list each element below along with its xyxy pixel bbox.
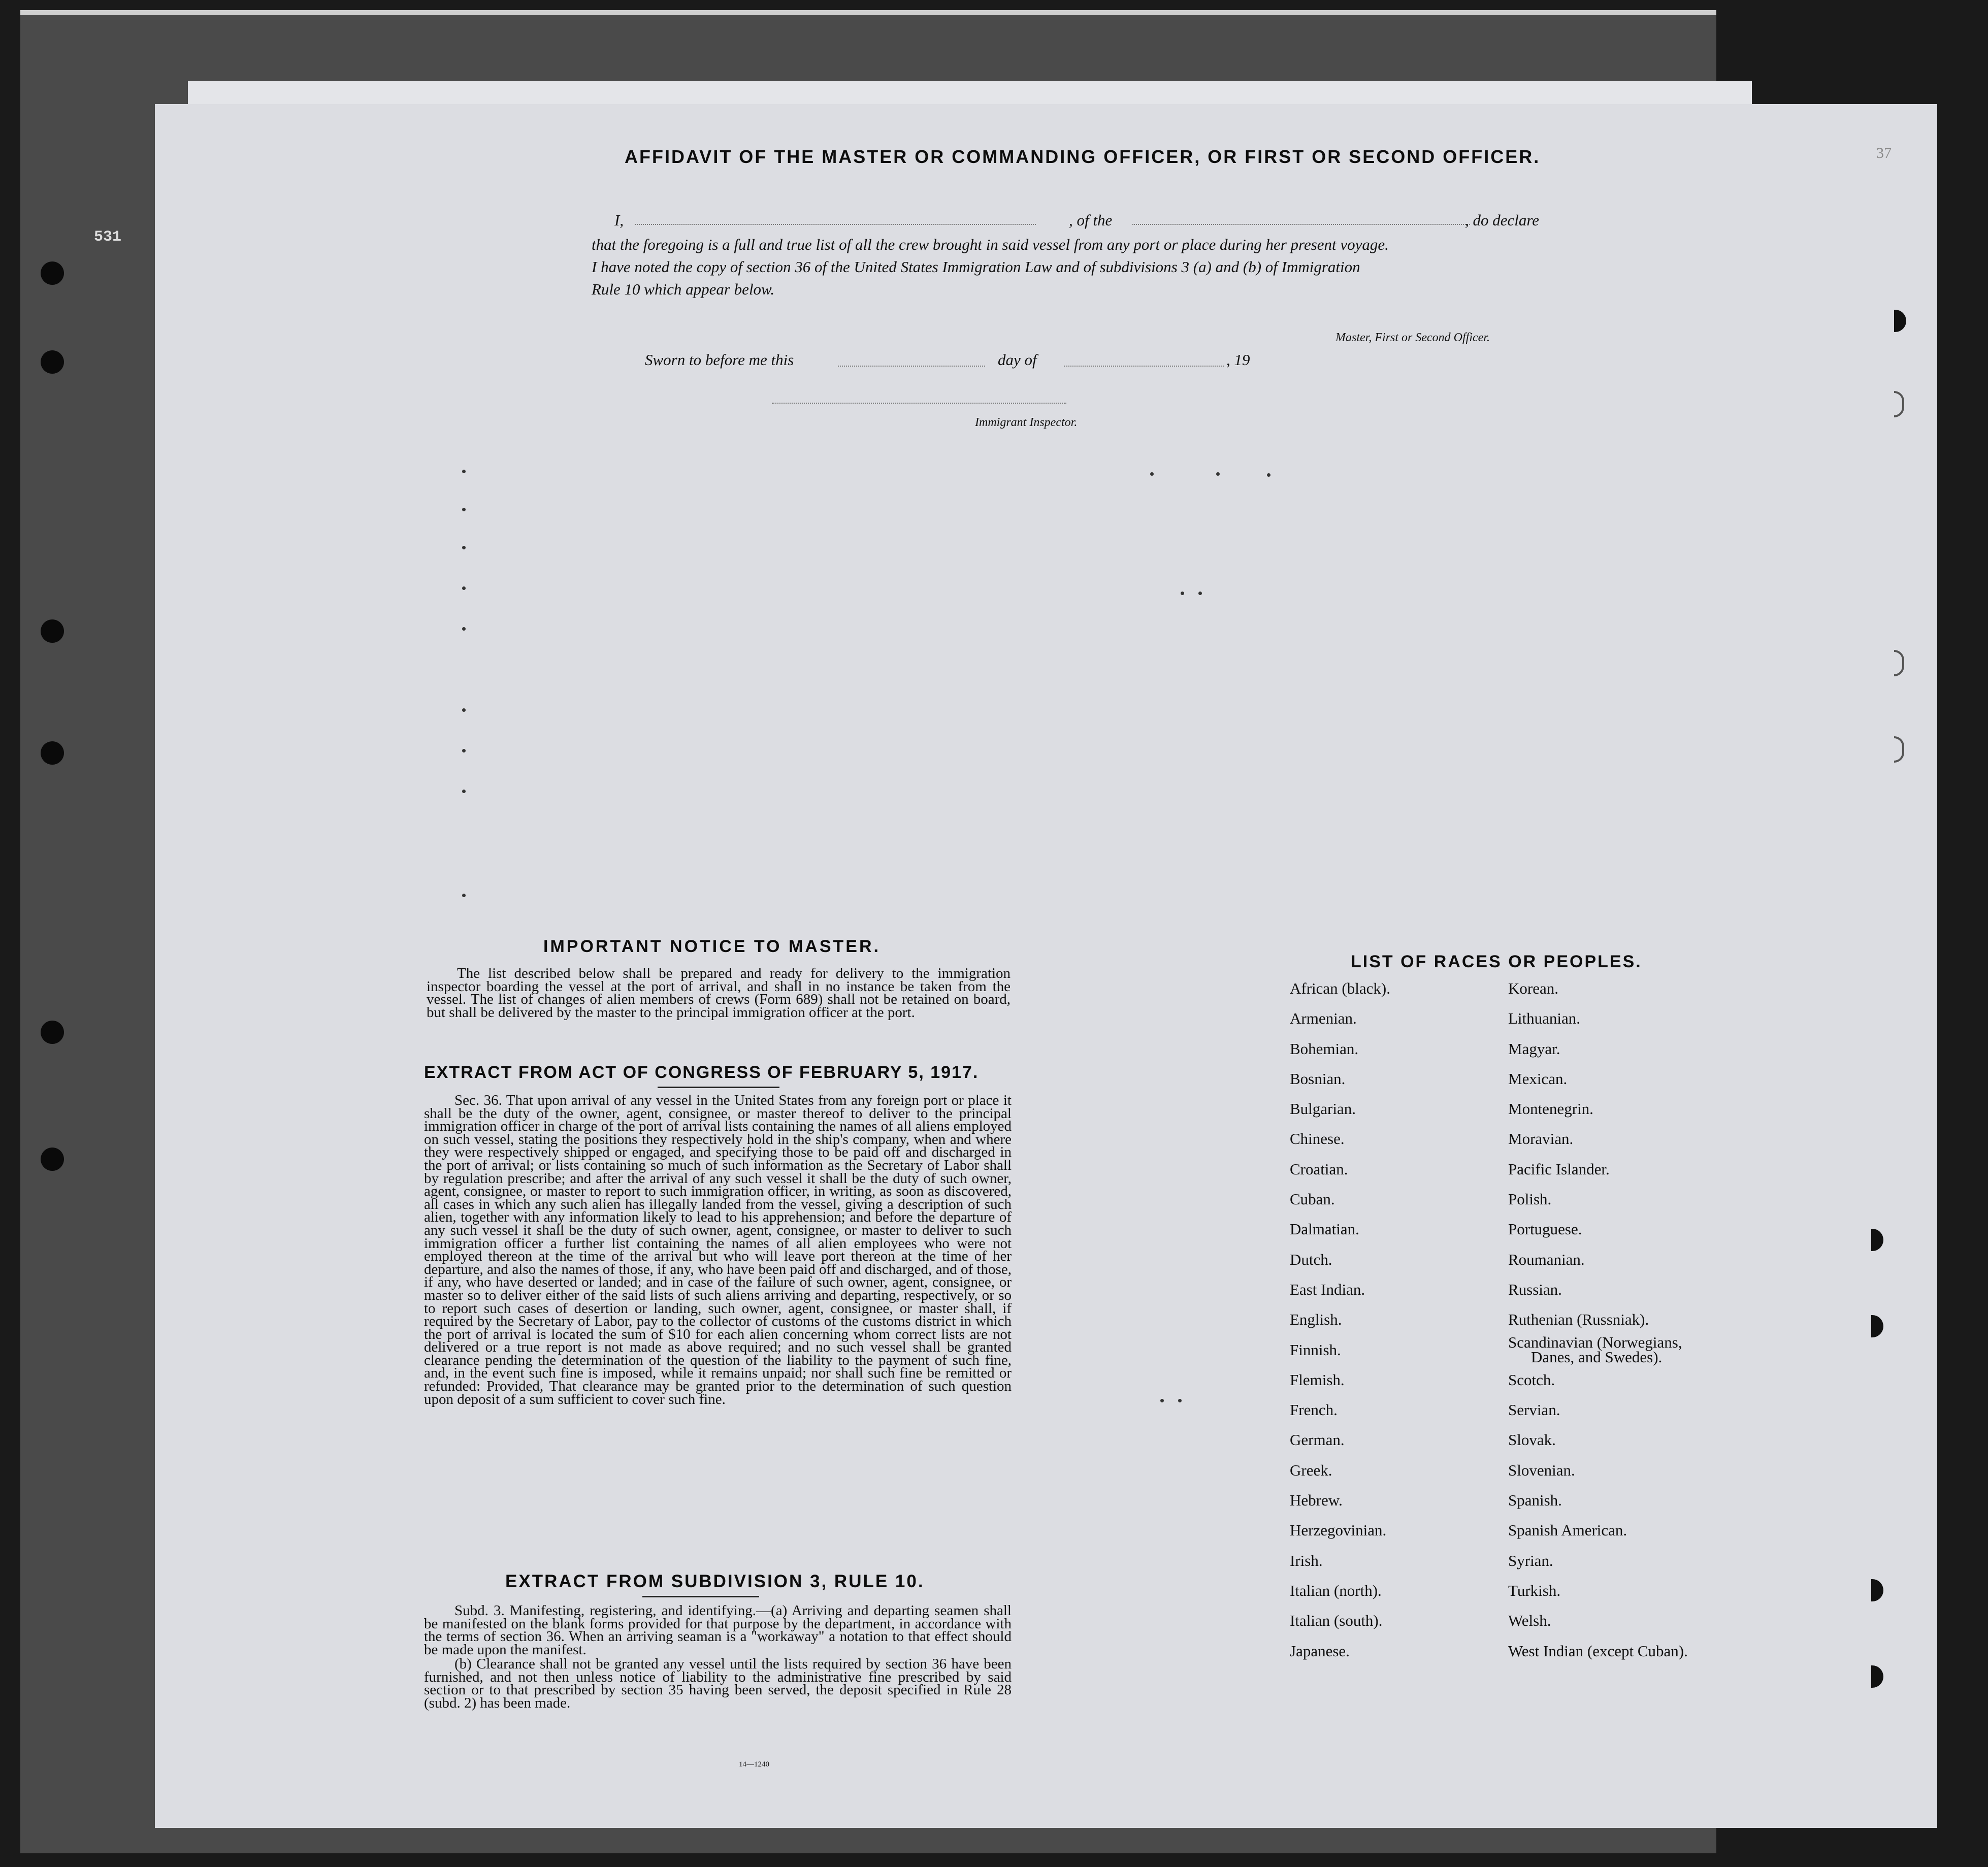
notice-title: IMPORTANT NOTICE TO MASTER.	[543, 937, 881, 956]
vessel-blank	[1132, 224, 1470, 225]
races-right-column	[1508, 973, 1688, 1666]
race-item: Russian.	[1508, 1280, 1562, 1298]
race-item: Danes, and Swedes).	[1531, 1348, 1663, 1366]
race-item: Spanish.	[1508, 1491, 1562, 1510]
race-item: Bosnian.	[1290, 1069, 1346, 1088]
speck	[1150, 472, 1154, 476]
edge-hole	[1894, 310, 1906, 332]
edge-hole	[1871, 1665, 1883, 1688]
race-item: Slovak.	[1508, 1431, 1556, 1449]
race-item: Dutch.	[1290, 1250, 1332, 1268]
race-item-scandinavian	[1508, 1335, 1688, 1365]
race-item: Flemish.	[1290, 1370, 1345, 1389]
race-item: Cuban.	[1290, 1190, 1335, 1208]
master-signature-caption: Master, First or Second Officer.	[1335, 331, 1490, 344]
race-item: East Indian.	[1290, 1280, 1365, 1298]
race-item: Irish.	[1290, 1551, 1323, 1569]
race-item: Scotch.	[1508, 1370, 1555, 1389]
form-page	[155, 104, 1937, 1828]
day-of-label: day of	[998, 351, 1037, 369]
speck	[462, 708, 466, 712]
race-item: Bohemian.	[1290, 1039, 1359, 1058]
affidavit-line: I have noted the copy of section 36 of the United States Immigration Law and of subdivisions 3 (a) and (b) of Immigration	[592, 258, 1360, 276]
do-declare-label: , do declare	[1465, 211, 1540, 229]
edge-hole	[1871, 1229, 1883, 1251]
race-item: Magyar.	[1508, 1039, 1560, 1058]
race-item: Turkish.	[1508, 1581, 1561, 1599]
binder-hole	[41, 350, 64, 374]
race-item: Hebrew.	[1290, 1491, 1343, 1510]
race-item: Korean.	[1508, 979, 1558, 997]
race-item: French.	[1290, 1401, 1338, 1419]
binder-hole	[41, 741, 64, 765]
name-blank	[635, 224, 1036, 225]
edge-hole	[1871, 1315, 1883, 1337]
affidavit-i-label: I,	[614, 211, 624, 229]
speck	[1216, 472, 1220, 476]
race-item: Slovenian.	[1508, 1461, 1575, 1479]
speck	[462, 546, 466, 549]
edge-hole	[1871, 1579, 1883, 1601]
speck	[462, 470, 466, 473]
race-item: Polish.	[1508, 1190, 1552, 1208]
notice-body: The list described below shall be prepared and ready for delivery to the immigration inspector boarding the vessel at the port of arrival, and shall in no instance be taken from the vessel. The list of changes of alien members of crews (Form 689) shall not be retained on board, but shall be delivered by the master to the principal immigration officer at the port.	[427, 965, 1011, 1021]
race-item: Scandinavian (Norwegians,	[1508, 1333, 1682, 1351]
form-number: 14—1240	[739, 1760, 769, 1768]
affidavit-line: Rule 10 which appear below.	[592, 280, 775, 298]
title-underline	[642, 1596, 759, 1597]
race-item: Herzegovinian.	[1290, 1521, 1387, 1540]
race-item: Portuguese.	[1508, 1220, 1582, 1238]
sworn-label: Sworn to before me this	[645, 351, 794, 369]
month-blank	[1064, 366, 1224, 367]
race-item: Finnish.	[1290, 1340, 1341, 1359]
edge-hole	[1894, 736, 1904, 763]
speck	[462, 627, 466, 631]
race-item: Chinese.	[1290, 1130, 1345, 1148]
race-item: Japanese.	[1290, 1642, 1350, 1660]
race-item: Montenegrin.	[1508, 1100, 1593, 1118]
races-left-column	[1290, 973, 1390, 1666]
race-item: African (black).	[1290, 979, 1390, 997]
speck	[462, 790, 466, 793]
of-the-label: , of the	[1069, 211, 1113, 229]
race-item: Roumanian.	[1508, 1250, 1585, 1268]
race-item: Bulgarian.	[1290, 1100, 1356, 1118]
title-underline	[658, 1087, 779, 1088]
act-body: Sec. 36. That upon arrival of any vessel in the United States from any foreign port or place it shall be the duty of the owner, agent, consignee, or master thereof to deliver to the principal immigration officer in charge of the port of arrival lists containing the names of all aliens employed on such vessel, stating the positions they respectively hold in the ship's company, when and where they were respectively shipped or engaged, and specifying those to be paid off and discharged in the port of arrival; or lists containing so much of such information as the Secretary of Labor shall by regulation prescribe; and after the arrival of any such vessel it shall be the duty of such owner, agent, consignee, or master to report to such immigration officer, in writing, as soon as discovered, all cases in which any such alien has illegally landed from the vessel, giving a description of such alien, together with any information likely to lead to his apprehension; and before the departure of any such vessel it shall be the duty of such owner, agent, consignee, or master to deliver to such immigration officer a further list containing the names of all alien employees who were not employed thereon at the time of the arrival but who will leave port thereon at the time of her departure, and also the names of those, if any, who have been paid off and discharged, and of those, if any, who have deserted or landed; and in case of the failure of such owner, agent, consignee, or master so to deliver either of the said lists of such aliens arriving and departing, respectively, or so to report such cases of desertion or landing, such owner, agent, consignee, or master shall, if required by the Secretary of Labor, pay to the collector of customs of the customs district in which the port of arrival is located the sum of $10 for each alien concerning whom correct lists are not delivered or a true report is not made as above required; and no such vessel shall be granted clearance pending the determination of the question of the liability to the payment of such fine, and, in the event such fine is imposed, while it remains unpaid; nor shall such fine be remitted or refunded: Provided, That clearance may be granted prior to the determination of such question upon deposit of a sum sufficient to cover such fine.	[424, 1092, 1012, 1407]
race-item: Dalmatian.	[1290, 1220, 1359, 1238]
speck	[462, 749, 466, 752]
rule-para-a: Subd. 3. Manifesting, registering, and identifying.—(a) Arriving and departing seamen shall be manifested on the blank forms provided for that purpose by the department, in accordance with the terms of section 36. When an arriving seaman is a "workaway" a notation to that effect should be made upon the manifest.	[424, 1602, 1012, 1658]
binder-hole	[41, 619, 64, 643]
race-item: Ruthenian (Russniak).	[1508, 1311, 1649, 1329]
inspector-caption: Immigrant Inspector.	[975, 416, 1078, 429]
race-item: Greek.	[1290, 1461, 1332, 1479]
race-item: Pacific Islander.	[1508, 1160, 1610, 1178]
speck	[462, 508, 466, 511]
affidavit-body	[592, 234, 1719, 301]
affidavit-line: that the foregoing is a full and true list of all the crew brought in said vessel from any port or place during her present voyage.	[592, 236, 1389, 253]
affidavit-title: AFFIDAVIT OF THE MASTER OR COMMANDING OFFICER, OR FIRST OR SECOND OFFICER.	[625, 146, 1541, 167]
race-item: West Indian (except Cuban).	[1508, 1642, 1688, 1660]
year-label: , 19	[1226, 351, 1250, 369]
race-item: Servian.	[1508, 1401, 1560, 1419]
act-title: EXTRACT FROM ACT OF CONGRESS OF FEBRUARY 5, 1917.	[424, 1063, 979, 1082]
race-item: Moravian.	[1508, 1130, 1574, 1148]
speck	[1160, 1399, 1164, 1402]
race-item: Croatian.	[1290, 1160, 1348, 1178]
race-item: Lithuanian.	[1508, 1009, 1581, 1028]
race-item: Syrian.	[1508, 1551, 1553, 1569]
race-item: German.	[1290, 1431, 1345, 1449]
margin-mark: 37	[1876, 145, 1892, 161]
left-stamp: 531	[94, 228, 122, 246]
speck	[462, 894, 466, 897]
binder-hole	[41, 1148, 64, 1171]
edge-hole	[1894, 650, 1904, 676]
speck	[1178, 1399, 1182, 1402]
speck	[1267, 473, 1270, 477]
speck	[462, 586, 466, 590]
race-item: Mexican.	[1508, 1069, 1568, 1088]
race-item: Armenian.	[1290, 1009, 1357, 1028]
edge-hole	[1894, 391, 1904, 417]
race-item: Spanish American.	[1508, 1521, 1627, 1540]
races-title: LIST OF RACES OR PEOPLES.	[1351, 952, 1642, 971]
speck	[1181, 592, 1184, 595]
binder-hole	[41, 261, 64, 285]
day-blank	[838, 366, 985, 367]
speck	[1198, 592, 1202, 595]
race-item: English.	[1290, 1311, 1342, 1329]
rule-title: EXTRACT FROM SUBDIVISION 3, RULE 10.	[505, 1571, 925, 1591]
race-item: Welsh.	[1508, 1612, 1551, 1630]
rule-para-b: (b) Clearance shall not be granted any vessel until the lists required by section 36 have been furnished, and not then unless notice of liability to the administrative fine prescribed by said section or to that prescribed by section 35 having been served, the deposit specified in Rule 28 (subd. 2) has been made.	[424, 1656, 1012, 1711]
race-item: Italian (south).	[1290, 1612, 1383, 1630]
race-item: Italian (north).	[1290, 1581, 1382, 1599]
binder-hole	[41, 1021, 64, 1044]
inspector-signature-line	[772, 403, 1066, 404]
